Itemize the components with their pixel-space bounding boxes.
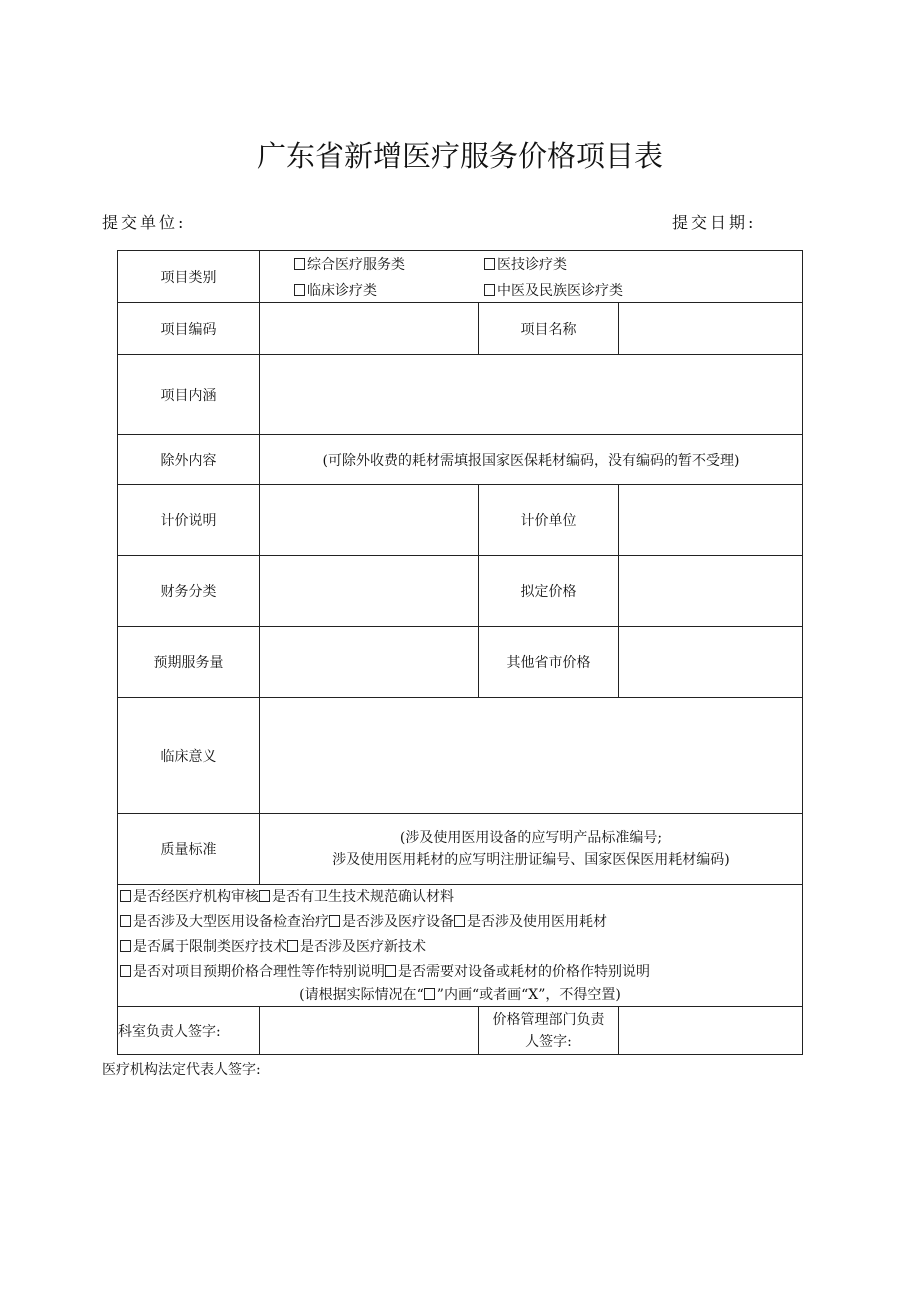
content-label: 项目内涵 <box>118 355 260 435</box>
pricing-desc-label: 计价说明 <box>118 485 260 556</box>
code-field[interactable] <box>260 303 479 355</box>
checkbox-icon[interactable] <box>120 890 131 902</box>
checkbox-icon[interactable] <box>120 915 131 927</box>
other-price-field[interactable] <box>619 627 803 698</box>
box-symbol-icon <box>424 988 435 1000</box>
proposed-price-field[interactable] <box>619 556 803 627</box>
checkbox-icon[interactable] <box>454 915 465 927</box>
submit-unit-label: 提交单位: <box>102 213 187 232</box>
checklist-line-1: 是否经医疗机构审核 是否有卫生技术规范确认材料 <box>118 885 802 910</box>
checklist-note: (请根据实际情况在“ ”内画“或者画“X”，不得空置) <box>299 987 621 1003</box>
legal-rep-sign-label: 医疗机构法定代表人签字: <box>102 1062 261 1078</box>
checkbox-icon[interactable] <box>484 284 495 296</box>
dept-head-sign-label: 科室负责人签字: <box>118 1007 260 1055</box>
pricing-unit-label: 计价单位 <box>479 485 619 556</box>
content-field[interactable] <box>260 355 803 435</box>
checklist-line-3: 是否属于限制类医疗技术 是否涉及医疗新技术 <box>118 935 802 960</box>
finance-class-label: 财务分类 <box>118 556 260 627</box>
exclusion-field[interactable] <box>260 435 803 485</box>
proposed-price-label: 拟定价格 <box>479 556 619 627</box>
code-label: 项目编码 <box>118 303 260 355</box>
category-option-clinical[interactable]: 临床诊疗类 <box>294 280 484 300</box>
checkbox-icon[interactable] <box>294 284 305 296</box>
row-exclusion <box>118 435 803 485</box>
name-field[interactable] <box>619 303 803 355</box>
expected-volume-label: 预期服务量 <box>118 627 260 698</box>
checkbox-icon[interactable] <box>484 258 495 270</box>
category-option-medtech[interactable]: 医技诊疗类 <box>484 254 664 274</box>
price-item-form <box>117 250 803 1055</box>
page-title: 广东省新增医疗服务价格项目表 <box>256 139 663 173</box>
exclusion-note: (可除外收费的耗材需填报国家医保耗材编码，没有编码的暂不受理) <box>322 452 740 469</box>
checklist-line-2: 是否涉及大型医用设备检查治疗 是否涉及医疗设备 是否涉及使用医用耗材 <box>118 910 802 935</box>
checkbox-icon[interactable] <box>294 258 305 270</box>
clinical-field[interactable] <box>260 698 803 814</box>
row-finance <box>118 556 803 627</box>
finance-class-field[interactable] <box>260 556 479 627</box>
dept-head-sign-field[interactable] <box>260 1007 479 1055</box>
category-option-tcm[interactable]: 中医及民族医诊疗类 <box>484 280 664 300</box>
price-mgmt-sign-label: 价格管理部门负责 人签字: <box>479 1007 619 1055</box>
row-clinical <box>118 698 803 814</box>
checkbox-icon[interactable] <box>259 890 270 902</box>
pricing-unit-field[interactable] <box>619 485 803 556</box>
pricing-desc-field[interactable] <box>260 485 479 556</box>
row-content <box>118 355 803 435</box>
price-mgmt-sign-field[interactable] <box>619 1007 803 1055</box>
quality-label: 质量标准 <box>118 814 260 885</box>
expected-volume-field[interactable] <box>260 627 479 698</box>
row-code-name <box>118 303 803 355</box>
checkbox-icon[interactable] <box>120 965 131 977</box>
row-category <box>118 251 803 303</box>
quality-note-line2: 涉及使用医用耗材的应写明注册证编号、国家医保医用耗材编码) <box>332 852 730 868</box>
row-quality <box>118 814 803 885</box>
category-label: 项目类别 <box>118 251 260 303</box>
category-option-general[interactable]: 综合医疗服务类 <box>294 254 484 274</box>
checkbox-icon[interactable] <box>329 915 340 927</box>
quality-note-line1: (涉及使用医用设备的应写明产品标准编号; <box>399 830 663 846</box>
checkbox-icon[interactable] <box>385 965 396 977</box>
row-signatures <box>118 1007 803 1055</box>
checkbox-icon[interactable] <box>120 940 131 952</box>
clinical-label: 临床意义 <box>118 698 260 814</box>
exclusion-label: 除外内容 <box>118 435 260 485</box>
row-checklist <box>118 885 803 1007</box>
row-volume <box>118 627 803 698</box>
category-options <box>260 251 803 303</box>
submit-date-label: 提交日期: <box>672 213 757 232</box>
checkbox-icon[interactable] <box>287 940 298 952</box>
row-pricing <box>118 485 803 556</box>
checklist-cell <box>118 885 803 1007</box>
other-price-label: 其他省市价格 <box>479 627 619 698</box>
checklist-line-4: 是否对项目预期价格合理性等作特别说明 是否需要对设备或耗材的价格作特别说明 <box>118 960 802 985</box>
quality-field[interactable] <box>260 814 803 885</box>
name-label: 项目名称 <box>479 303 619 355</box>
